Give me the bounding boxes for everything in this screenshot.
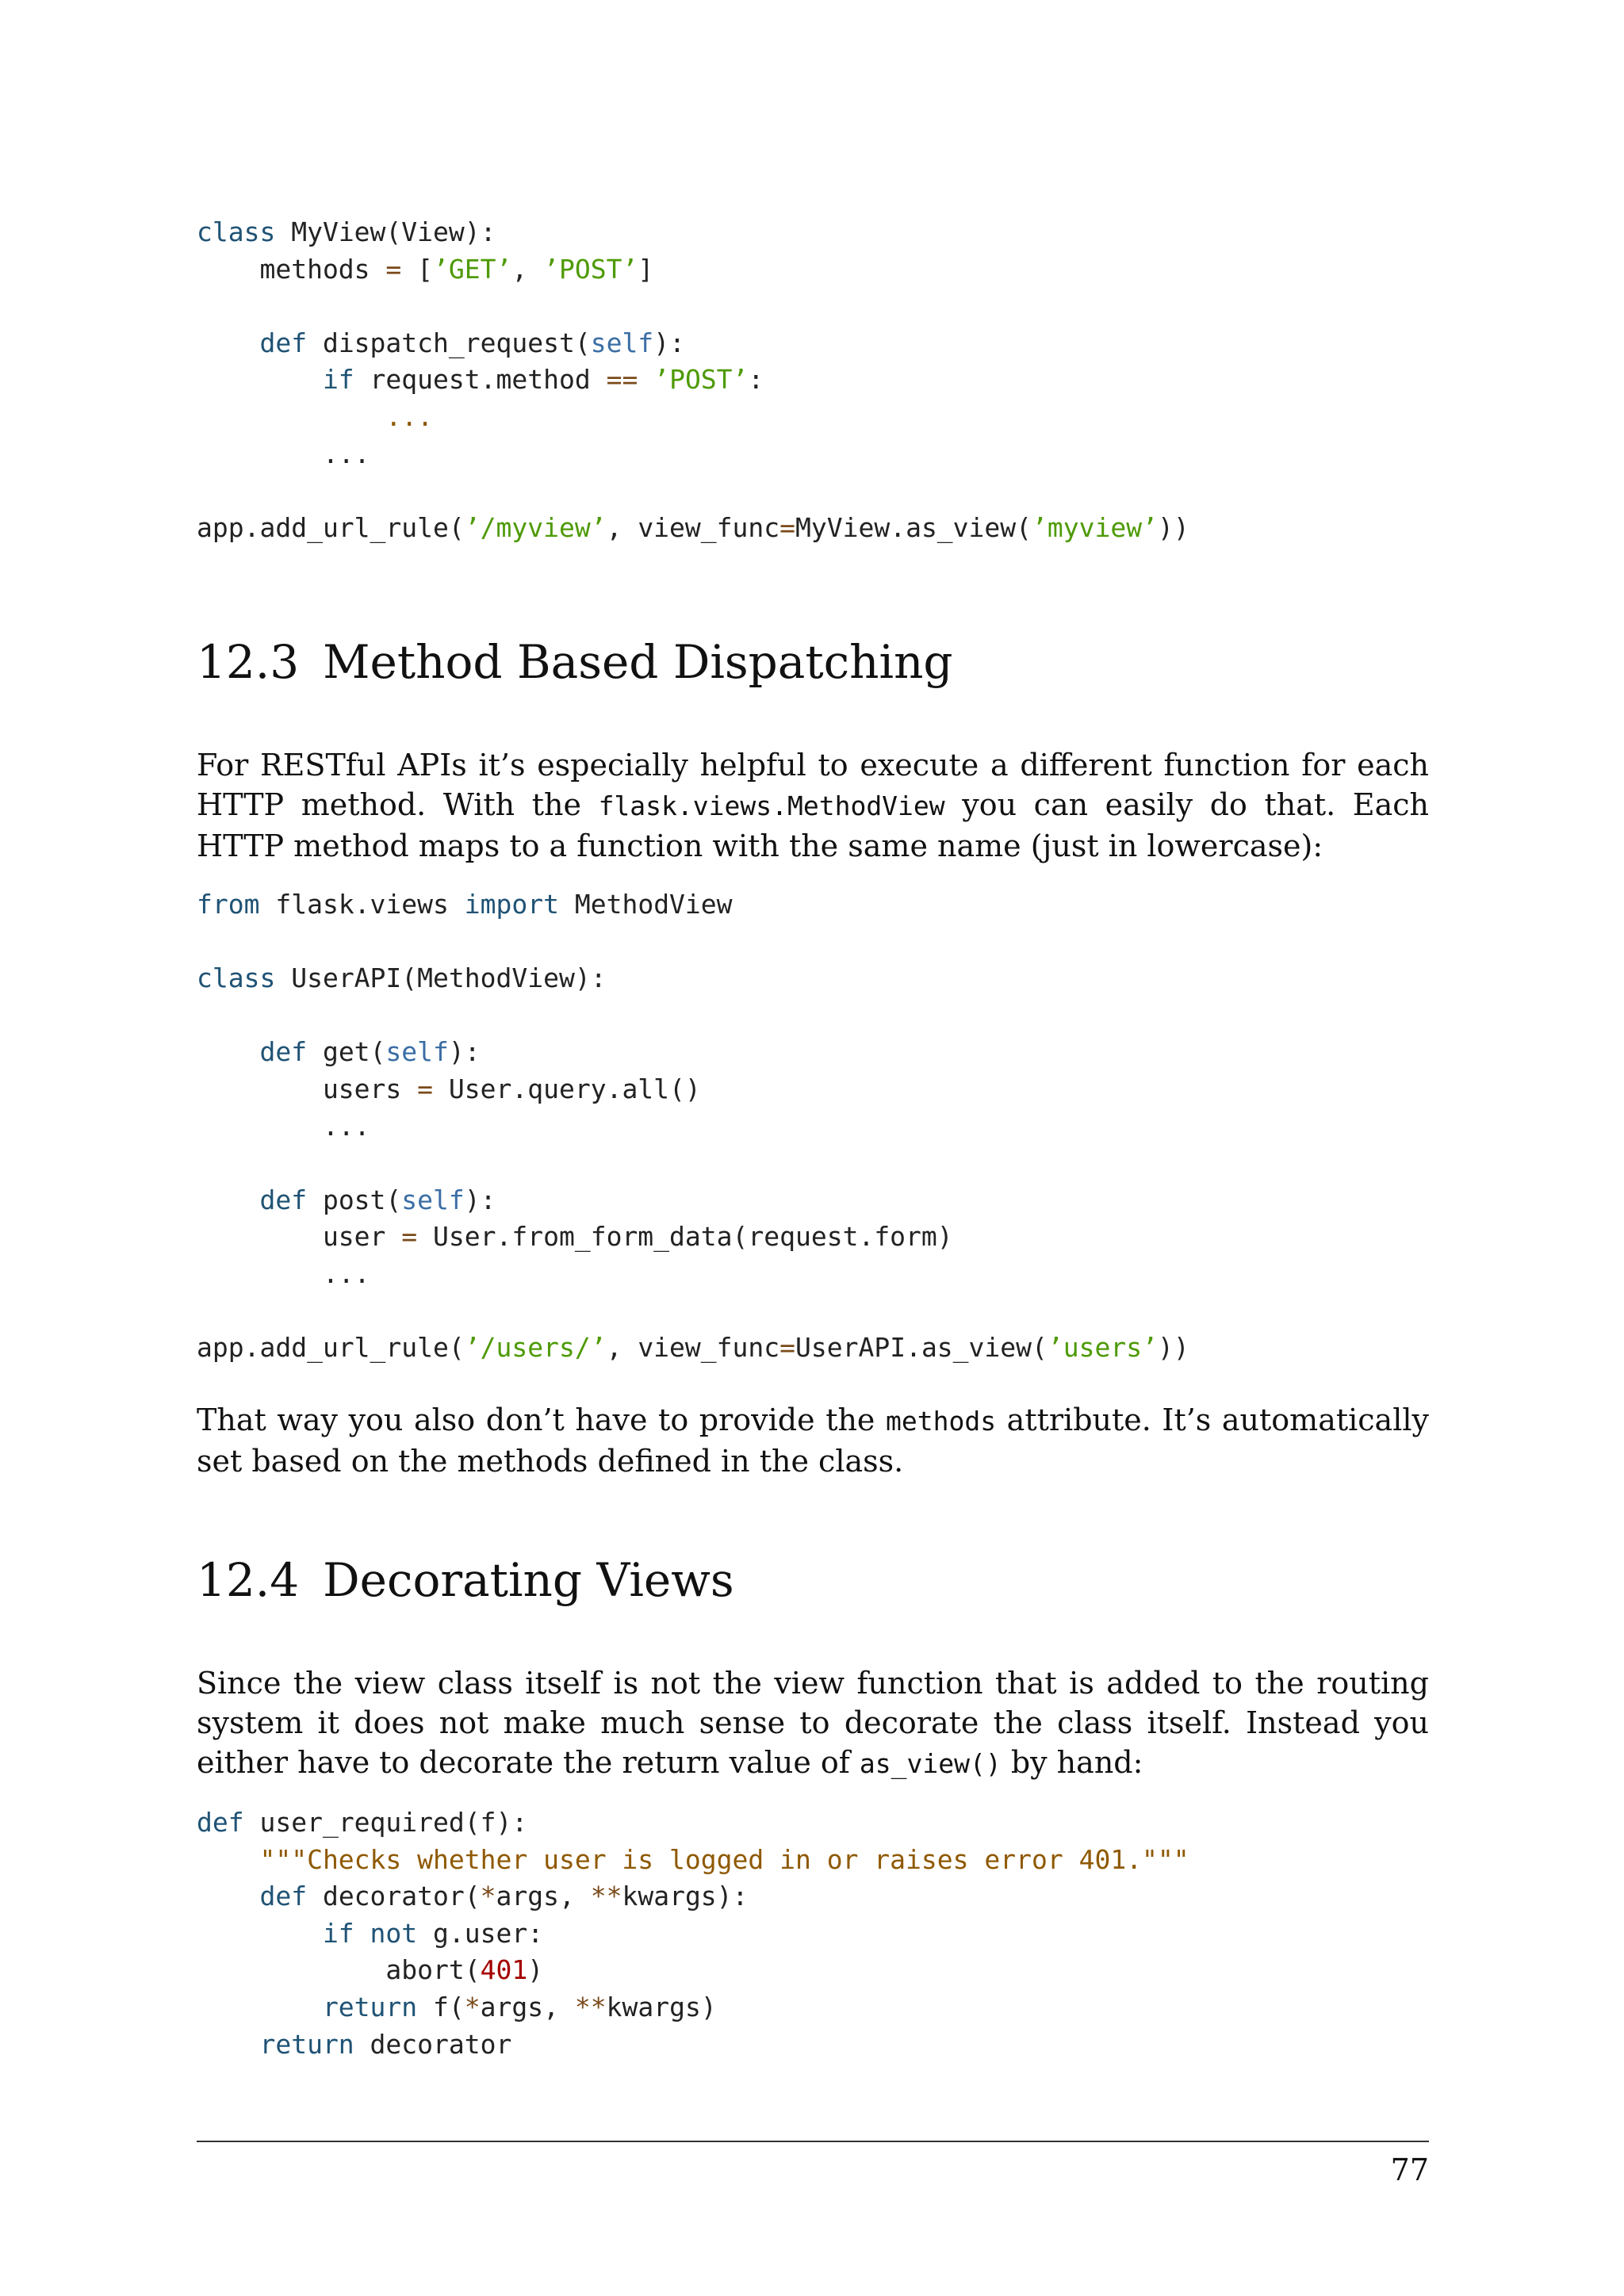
inline-code: methods [886, 1406, 997, 1437]
code-token: ** [574, 1991, 607, 2022]
code-token: post( [307, 1184, 402, 1215]
code-token: ): [464, 1184, 496, 1215]
inline-code: flask.views.MethodView [598, 790, 945, 821]
section-number: 12.4 [197, 1553, 300, 1607]
section-heading-12-4 [197, 1552, 734, 1608]
code-token: MethodView [558, 889, 733, 920]
code-token: UserAPI(MethodView): [275, 962, 607, 994]
code-token: """Checks whether user is logged in or raises error 401.""" [197, 1843, 1189, 1875]
paragraph-text: That way you also don’t have to provide the [197, 1402, 887, 1437]
code-token: MyView(View): [275, 216, 496, 247]
code-token: def [197, 1807, 244, 1838]
code-token: class [197, 962, 276, 994]
code-token: def [197, 1184, 308, 1215]
code-token [638, 364, 653, 395]
document-page [197, 0, 1429, 2296]
code-token: : [748, 364, 764, 396]
code-block-userapi [197, 886, 1189, 1367]
paragraph-text: For RESTful APIs it’s especially helpful to execute a different function for each HTTP method. With the [197, 748, 1429, 822]
section-title: Method Based Dispatching [323, 635, 953, 689]
section-number: 12.3 [197, 635, 300, 689]
code-token: kwargs) [606, 1991, 717, 2022]
code-token: g.user: [417, 1917, 544, 1949]
code-token: kwargs): [622, 1881, 749, 1912]
code-token: ] [638, 253, 654, 285]
code-token: from [197, 889, 260, 920]
code-token: ): [653, 327, 685, 358]
code-token: request.method [354, 364, 607, 396]
inline-code: as_view() [859, 1748, 1002, 1779]
code-token: 401 [480, 1954, 528, 1986]
code-token: self [590, 327, 654, 358]
code-token: , view_func [606, 1332, 780, 1364]
code-token: if [197, 1917, 354, 1949]
code-token: self [385, 1036, 449, 1068]
code-token: ... [197, 438, 370, 469]
code-token: f( [417, 1991, 465, 2022]
code-token: ’/myview’ [464, 511, 607, 543]
code-token: app.add_url_rule( [197, 511, 465, 543]
code-token: self [401, 1184, 465, 1215]
code-token: = [779, 511, 795, 543]
code-token: UserAPI.as_view( [795, 1332, 1048, 1364]
code-token: * [480, 1881, 496, 1912]
page-number: 77 [1390, 2152, 1429, 2187]
paragraph-text: by hand: [1001, 1745, 1143, 1780]
code-token: return [197, 1991, 418, 2022]
code-token: ’POST’ [653, 364, 749, 396]
footer-divider [197, 2141, 1429, 2142]
code-token: dispatch_request( [307, 327, 591, 358]
code-token: ... [197, 1110, 370, 1142]
code-token: MyView.as_view( [795, 511, 1032, 543]
code-token: ’/users/’ [464, 1332, 607, 1364]
section-title: Decorating Views [323, 1553, 734, 1607]
paragraph-methodview-intro [197, 745, 1429, 866]
code-token: ’myview’ [1032, 511, 1158, 543]
code-token: ’users’ [1047, 1332, 1158, 1364]
code-token: abort( [197, 1954, 481, 1986]
code-token: = [385, 253, 402, 285]
code-token: flask.views [259, 889, 465, 920]
code-token: ’POST’ [543, 253, 638, 285]
code-token: decorator( [307, 1881, 481, 1912]
code-token: * [464, 1991, 481, 2022]
paragraph-methods-attribute [197, 1400, 1429, 1481]
code-token: if [197, 364, 354, 396]
code-token: ’GET’ [433, 253, 512, 285]
code-token: )) [1157, 511, 1189, 543]
code-token: , view_func [606, 511, 780, 543]
code-token: User.query.all() [433, 1073, 701, 1104]
code-token: = [417, 1073, 434, 1104]
code-token: args, [480, 1991, 575, 2022]
code-token: ): [448, 1036, 481, 1068]
code-token: def [197, 1881, 308, 1912]
paragraph-text: Since the view class itself is not the view function that is added to the routing system it does not make much sense to decorate the class itself. Instead you either have to decorate the return value of [197, 1666, 1429, 1780]
code-token: , [511, 253, 544, 285]
code-token: ... [197, 1257, 370, 1289]
code-token: User.from_form_data(request.form) [417, 1221, 953, 1253]
section-heading-12-3 [197, 634, 953, 690]
code-block-decorator [197, 1804, 1189, 2063]
code-token: [ [401, 253, 434, 285]
code-token: == [606, 364, 638, 396]
paragraph-text: attribute. It’s automatically set based on the methods defined in the class. [197, 1402, 1429, 1479]
code-token: )) [1157, 1332, 1189, 1364]
code-token: return [197, 2028, 354, 2060]
code-token: not [354, 1917, 418, 1949]
code-token: users [197, 1073, 418, 1104]
paragraph-text: you can easily do that. Each HTTP method maps to a function with the same name (just in lowercase): [197, 787, 1429, 863]
code-block-myview [197, 214, 1189, 546]
code-token: class [197, 216, 276, 247]
code-token: def [197, 1036, 308, 1068]
code-token: args, [496, 1881, 591, 1912]
code-token: methods [197, 253, 386, 285]
code-token: get( [307, 1036, 386, 1068]
code-token: decorator [354, 2028, 512, 2060]
code-token: ... [197, 400, 434, 432]
code-token: app.add_url_rule( [197, 1332, 465, 1364]
paragraph-decorating-intro [197, 1663, 1429, 1784]
code-token: = [779, 1332, 795, 1364]
code-token: ) [527, 1954, 544, 1986]
code-token: user_required(f): [243, 1807, 528, 1838]
code-token: import [464, 889, 559, 920]
code-token: ** [590, 1881, 622, 1912]
code-token: def [197, 327, 308, 358]
code-token: = [401, 1221, 418, 1253]
code-token: user [197, 1221, 402, 1253]
